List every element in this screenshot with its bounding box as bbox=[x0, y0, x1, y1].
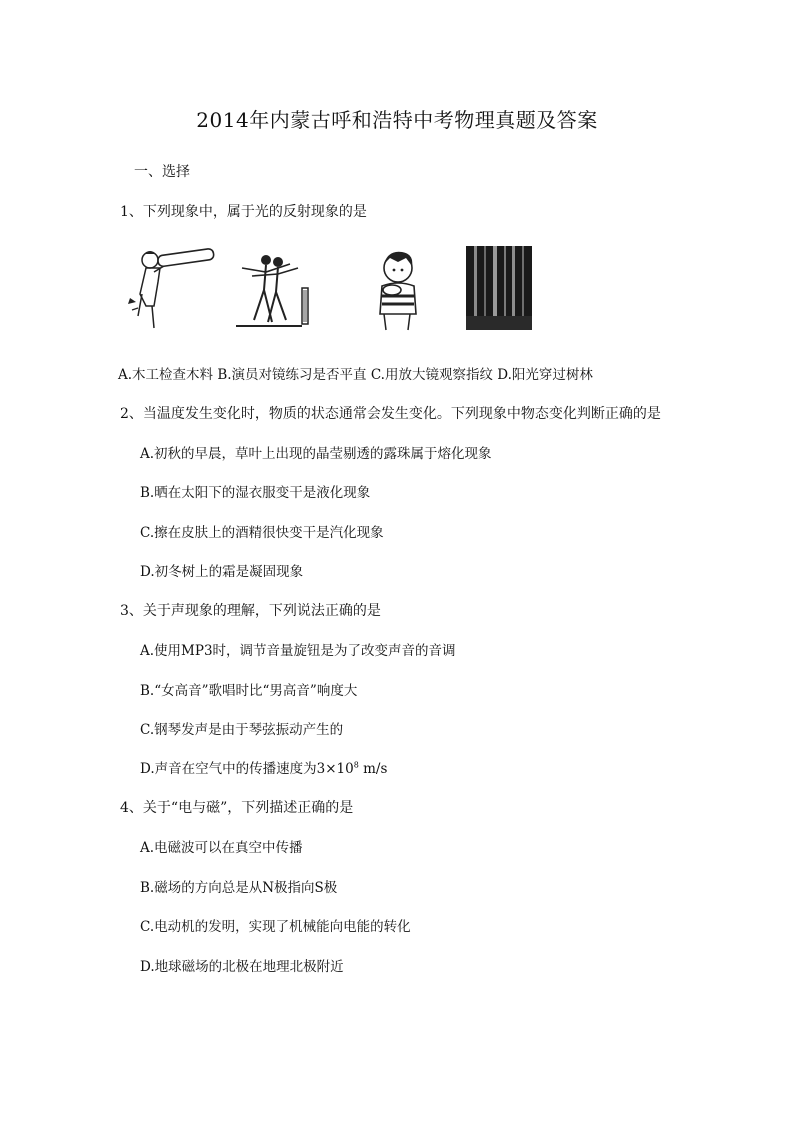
question-2-option-c: C.擦在皮肤上的酒精很快变干是汽化现象 bbox=[140, 525, 384, 541]
boy-magnifier-figure bbox=[368, 246, 440, 332]
question-4-option-b: B.磁场的方向总是从N极指向S极 bbox=[140, 880, 338, 896]
question-3-option-c: C.钢琴发声是由于琴弦振动产生的 bbox=[140, 722, 344, 738]
question-2-option-d: D.初冬树上的霜是凝固现象 bbox=[140, 564, 304, 580]
question-3-option-a: A.使用MP3时，调节音量旋钮是为了改变声音的音调 bbox=[140, 643, 456, 659]
question-2-option-a: A.初秋的早晨，草叶上出现的晶莹剔透的露珠属于熔化现象 bbox=[140, 446, 492, 462]
forest-sunlight-figure bbox=[466, 246, 532, 330]
question-3-option-d-unit: m/s bbox=[358, 761, 388, 777]
question-4-stem: 4、关于“电与磁”，下列描述正确的是 bbox=[120, 800, 354, 816]
question-4-option-c: C.电动机的发明，实现了机械能向电能的转化 bbox=[140, 919, 411, 935]
question-3-option-d bbox=[140, 757, 387, 777]
dancers-mirror-figure bbox=[232, 246, 322, 332]
question-4-option-a: A.电磁波可以在真空中传播 bbox=[140, 840, 303, 856]
question-3-option-d-exponent: 8 bbox=[353, 760, 359, 770]
question-2-option-b: B.晒在太阳下的湿衣服变干是液化现象 bbox=[140, 485, 371, 501]
question-1-stem: 1、下列现象中，属于光的反射现象的是 bbox=[120, 204, 367, 220]
page-title: 2014年内蒙古呼和浩特中考物理真题及答案 bbox=[196, 108, 598, 132]
question-1-options: A.木工检查木料 B.演员对镜练习是否平直 C.用放大镜观察指纹 D.阳光穿过树林 bbox=[118, 367, 593, 383]
question-2-stem: 2、当温度发生变化时，物质的状态通常会发生变化。下列现象中物态变化判断正确的是 bbox=[120, 406, 661, 422]
question-3-option-b: B.“女高音”歌唱时比“男高音”响度大 bbox=[140, 683, 358, 699]
question-4-option-d: D.地球磁场的北极在地理北极附近 bbox=[140, 959, 344, 975]
section-heading: 一、选择 bbox=[134, 164, 190, 180]
carpenter-telescope-figure bbox=[124, 246, 220, 332]
question-3-stem: 3、关于声现象的理解，下列说法正确的是 bbox=[120, 603, 381, 619]
question-3-option-d-text: D.声音在空气中的传播速度为3×10 bbox=[140, 761, 354, 777]
question-1-figures bbox=[120, 246, 560, 334]
